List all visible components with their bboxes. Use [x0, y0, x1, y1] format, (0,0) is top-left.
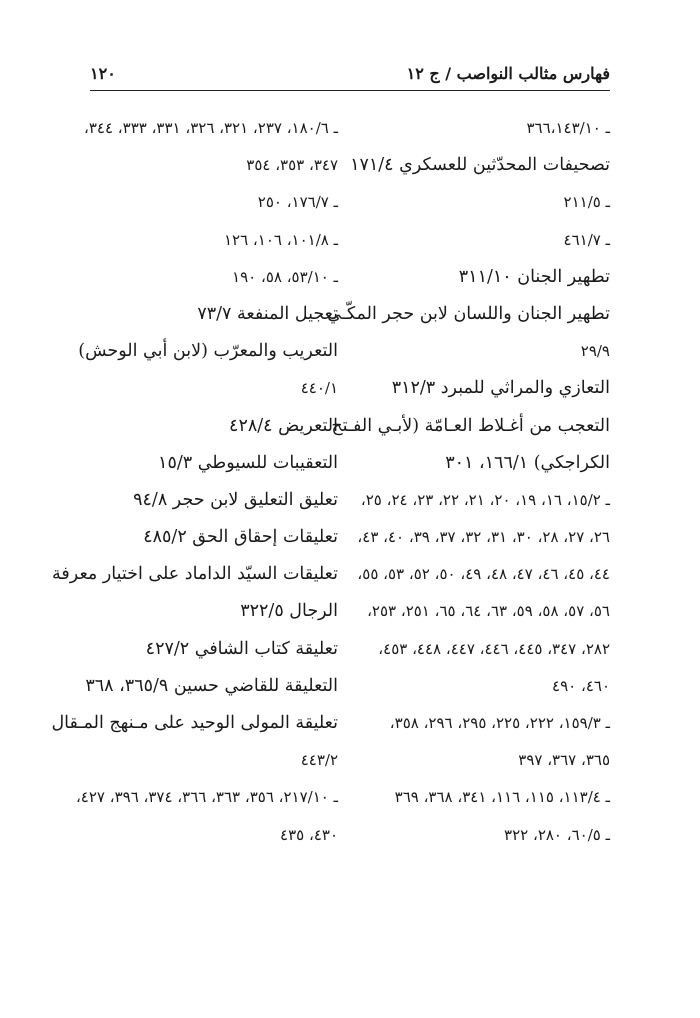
index-entry-line: ٤٤٠/١ — [300, 379, 338, 398]
index-entry-line: تعليقات إحقاق الحق ٤٨٥/٢ — [143, 527, 338, 548]
page-number: ١٢٠ — [90, 64, 116, 83]
index-entry-line: التعازي والمراثي للمبرد ٣١٢/٣ — [391, 378, 610, 399]
index-entry-line: التعجب من أغـلاط العـامّة (لأبـي الفـتح — [331, 415, 610, 436]
index-entry-line: تعليقة كتاب الشافي ٤٢٧/٢ — [145, 638, 338, 659]
index-entry-line: تعليقة المولى الوحيد على مـنهج المـقال — [51, 713, 338, 733]
index-entry-line: تطهير الجنان واللسان لابن حجر المكّـي — [327, 303, 610, 324]
index-entry-line: ـ ١٧٦/٧، ٢٥٠ — [257, 193, 338, 212]
index-entry-line: الكراجكي) ١٦٦/١، ٣٠١ — [445, 452, 610, 473]
index-entry-line: ـ ٣٦٦،١٤٣/١٠ — [526, 119, 610, 137]
page-header — [90, 60, 610, 91]
running-title: فهارس مثالب النواصب / ج ١٢ — [406, 64, 610, 83]
index-entry-line: ـ ٤٦١/٧ — [563, 230, 610, 249]
index-entry-line: ـ ١٨٠/٦، ٢٣٧، ٣٢١، ٣٢٦، ٣٣١، ٣٣٣، ٣٤٤، — [84, 119, 338, 137]
index-entry-line: ٢٨٢، ٣٤٧، ٤٤٥، ٤٤٦، ٤٤٧، ٤٤٨، ٤٥٣، — [378, 639, 610, 658]
index-entry-line: ٤٣٠، ٤٣٥ — [280, 825, 338, 844]
index-column-right — [327, 110, 610, 854]
index-entry-line: ٢٦، ٢٧، ٢٨، ٣٠، ٣١، ٣٢، ٣٧، ٣٩، ٤٠، ٤٣، — [357, 528, 610, 547]
index-entry-line: ٤٦٠، ٤٩٠ — [552, 676, 610, 695]
index-entry-line: ٣٤٧، ٣٥٣، ٣٥٤ — [246, 156, 338, 175]
index-entry-line: ـ ٥٣/١٠، ٥٨، ١٩٠ — [232, 267, 338, 286]
index-entry-line: التعريض ٤٢٨/٤ — [229, 415, 338, 436]
index-entry-line: التعقيبات للسيوطي ١٥/٣ — [158, 452, 338, 473]
index-entry-line: تعليقات السيّد الداماد على اختيار معرفة — [52, 564, 338, 585]
index-entry-line: ٤٤، ٤٥، ٤٦، ٤٧، ٤٨، ٤٩، ٥٠، ٥٢، ٥٣، ٥٥، — [357, 565, 610, 584]
index-entry-line: التعريب والمعرّب (لابن أبي الوحش) — [78, 341, 338, 362]
index-entry-line: ـ ١٥/٢، ١٦، ١٩، ٢٠، ٢١، ٢٢، ٢٣، ٢٤، ٢٥، — [360, 490, 610, 509]
index-entry-line: تعليق التعليق لابن حجر ٩٤/٨ — [133, 489, 338, 510]
index-entry-line: ـ ١٠١/٨، ١٠٦، ١٢٦ — [223, 230, 338, 249]
index-entry-line: الرجال ٣٢٢/٥ — [240, 601, 338, 622]
index-column-left — [51, 110, 338, 854]
index-entry-line: ٤٤٣/٢ — [300, 751, 338, 770]
index-entry-line: ـ ٢١٧/١٠، ٣٥٦، ٣٦٣، ٣٦٦، ٣٧٤، ٣٩٦، ٤٢٧، — [75, 788, 338, 807]
index-entry-line: ٥٦، ٥٧، ٥٨، ٥٩، ٦٣، ٦٤، ٦٥، ٢٥١، ٢٥٣، — [367, 602, 610, 621]
index-entry-line: ـ ١١٣/٤، ١١٥، ١١٦، ٣٤١، ٣٦٨، ٣٦٩ — [394, 788, 610, 807]
index-entry-line: ـ ١٥٩/٣، ٢٢٢، ٢٢٥، ٢٩٥، ٢٩٦، ٣٥٨، — [389, 714, 610, 732]
index-entry-line: تصحيفات المحدّثين للعسكري ١٧١/٤ — [350, 155, 610, 176]
index-entry-line: ٣٦٥، ٣٦٧، ٣٩٧ — [518, 751, 610, 770]
index-entry-line: تعجيل المنفعة ٧٣/٧ — [197, 303, 338, 324]
index-entry-line: ٢٩/٩ — [580, 342, 610, 361]
index-entry-line: ـ ٦٠/٥، ٢٨٠، ٣٢٢ — [504, 825, 610, 844]
index-entry-line: تطهير الجنان ٣١١/١٠ — [458, 266, 610, 287]
index-entry-line: التعليقة للقاضي حسين ٣٦٥/٩، ٣٦٨ — [85, 675, 338, 696]
index-entry-line: ـ ٢١١/٥ — [563, 193, 610, 212]
